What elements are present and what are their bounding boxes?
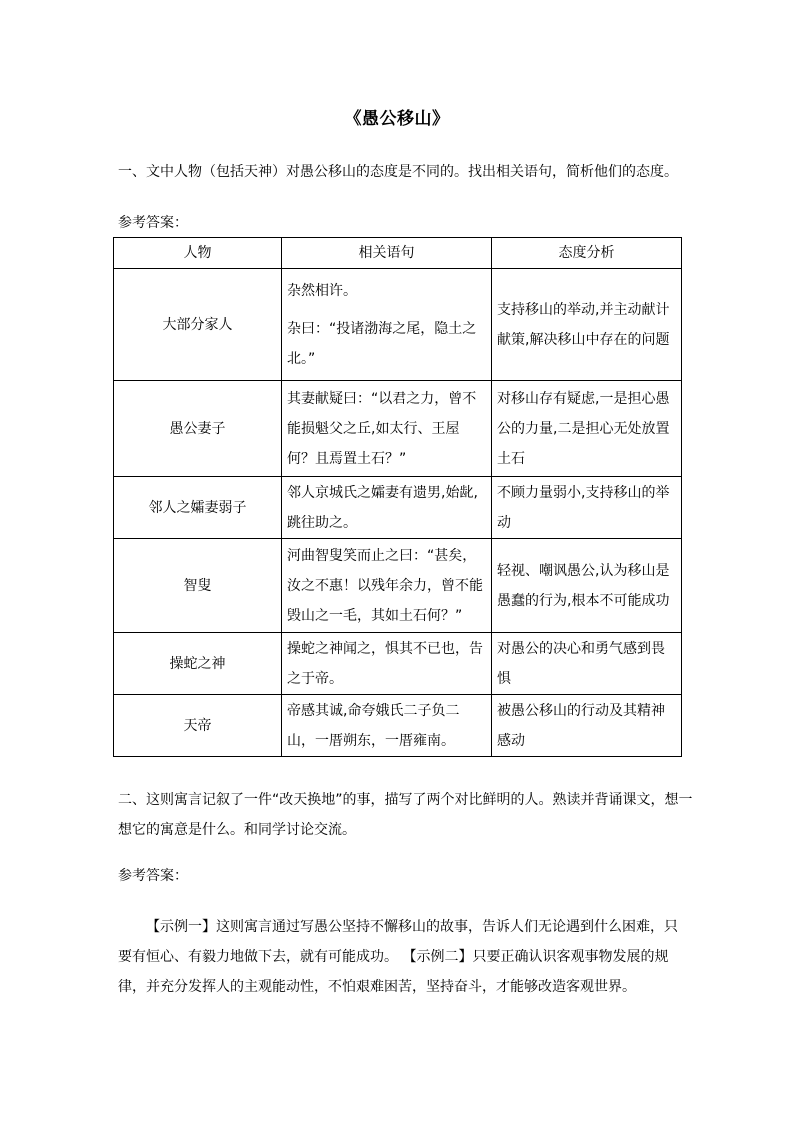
table-row [114,381,682,477]
example-1-tag: 【示例一】 [146,919,216,935]
table-cell-person: 智叟 [114,539,282,633]
table-cell-person: 愚公妻子 [114,381,282,477]
table-header-analysis: 态度分析 [492,238,682,269]
table-cell-quote: 河曲智叟笑而止之曰：“甚矣，汝之不惠！以残年余力，曾不能毁山之一毛，其如土石何？” [282,539,492,633]
example-1-text: 这则寓言通过写愚公坚持不懈移山的故事，告诉人们无论遇到什么困难，只要有恒心、有毅力地做下去，就有可能成功。 [118,919,678,965]
reference-answer-label-2: 参考答案： [118,868,188,884]
table-row [114,539,682,633]
question-1: 一、文中人物（包括天神）对愚公移山的态度是不同的。找出相关语句，简析他们的态度。 [118,164,678,180]
table-header-quote: 相关语句 [282,238,492,269]
quote-paragraph: 杂然相许。 [287,282,357,299]
table-cell-analysis: 不顾力量弱小,支持移山的举动 [492,477,682,539]
table-cell-person: 天帝 [114,695,282,757]
table-cell-analysis: 对移山存有疑虑,一是担心愚公的力量,二是担心无处放置土石 [492,381,682,477]
table-header-person: 人物 [114,238,282,269]
table-cell-analysis: 支持移山的举动,并主动献计献策,解决移山中存在的问题 [492,269,682,381]
table-cell-quote: 邻人京城氏之孀妻有遗男,始龀,跳往助之。 [282,477,492,539]
table-cell-quote [282,269,492,381]
quote-paragraph: 杂曰：“投诸渤海之尾，隐土之北。” [287,320,477,367]
reference-answer-label-1: 参考答案： [118,215,188,231]
table-cell-person: 邻人之孀妻弱子 [114,477,282,539]
table-cell-quote: 帝感其诚,命夸娥氏二子负二山，一厝朔东，一厝雍南。 [282,695,492,757]
example-answers [118,912,688,1002]
question-2: 二、这则寓言记叙了一件“改天换地”的事，描写了两个对比鲜明的人。熟读并背诵课文，想一想它的寓意是什么。和同学讨论交流。 [118,792,693,838]
table-row [114,695,682,757]
table-cell-analysis: 轻视、嘲讽愚公,认为移山是愚蠢的行为,根本不可能成功 [492,539,682,633]
example-2-text: 只要正确认识客观事物发展的规律，并充分发挥人的主观能动性，不怕艰难困苦，坚持奋斗，才能够改造客观世界。 [118,949,669,995]
table-cell-analysis: 对愚公的决心和勇气感到畏惧 [492,633,682,695]
answer-table [113,237,682,757]
table-row [114,269,682,381]
table-cell-person: 操蛇之神 [114,633,282,695]
table-row [114,633,682,695]
table-header-row [114,238,682,269]
table-cell-analysis: 被愚公移山的行动及其精神感动 [492,695,682,757]
table-row [114,477,682,539]
example-2-tag: 【示例二】 [402,949,473,965]
document-title: 《愚公移山》 [344,109,450,129]
table-cell-person: 大部分家人 [114,269,282,381]
table-cell-quote: 操蛇之神闻之，惧其不已也，告之于帝。 [282,633,492,695]
table-cell-quote: 其妻献疑曰：“以君之力，曾不能损魁父之丘,如太行、王屋何？且焉置土石？” [282,381,492,477]
